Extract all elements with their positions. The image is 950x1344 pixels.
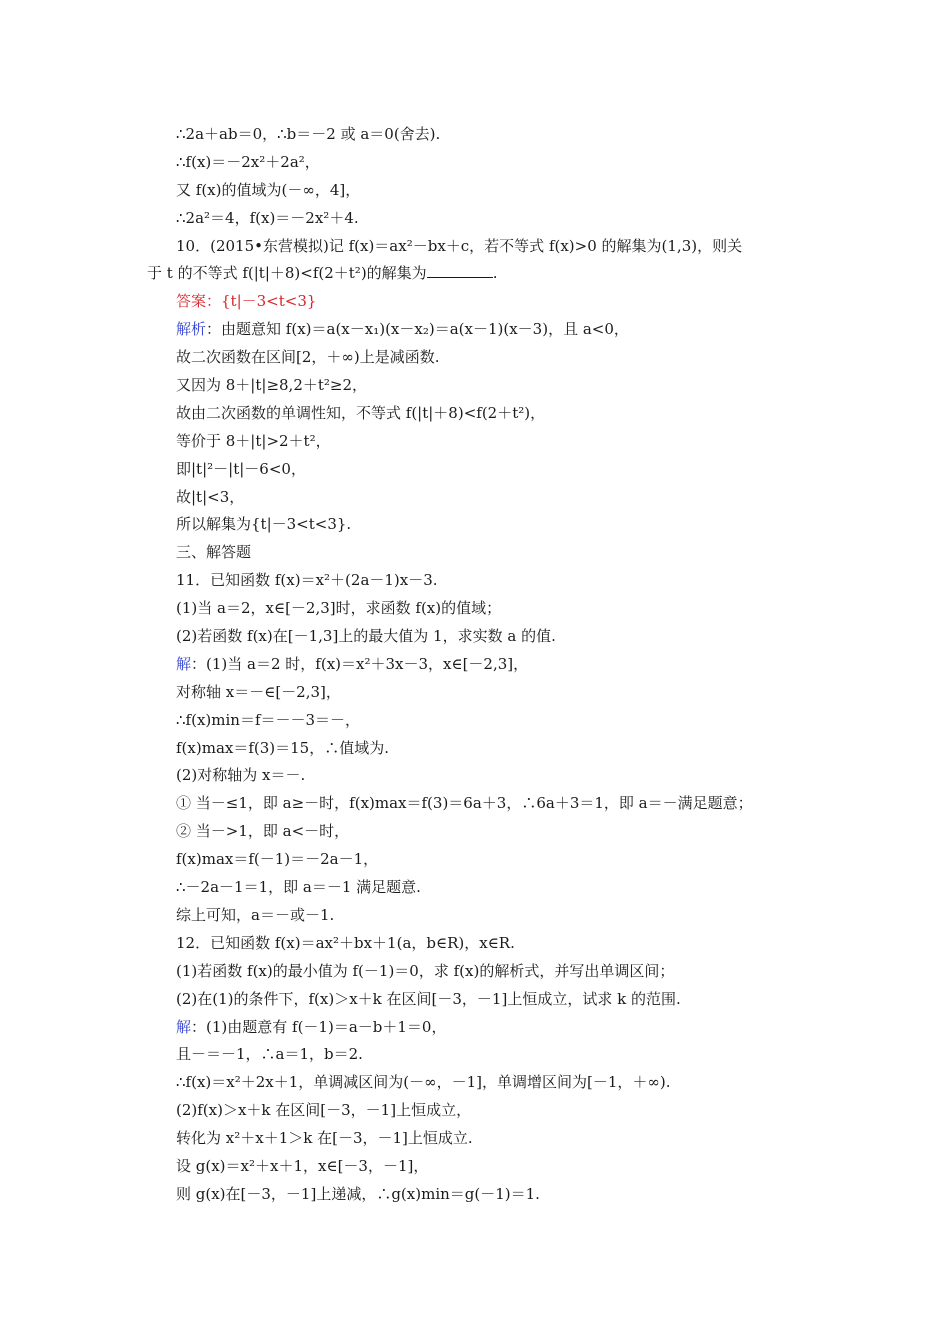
text-line xyxy=(147,874,807,902)
line-text: 转化为 x²＋x＋1＞k 在[－3，－1]上恒成立. xyxy=(176,1129,473,1148)
text-line xyxy=(147,1014,807,1042)
text-line xyxy=(147,651,807,679)
text-line xyxy=(147,288,807,316)
text-line xyxy=(147,484,807,512)
line-text: ∴f(x)min＝f＝－－3＝－， xyxy=(176,710,361,729)
text-line xyxy=(147,400,807,428)
line-text: 故由二次函数的单调性知，不等式 f(|t|＋8)<f(2＋t²)， xyxy=(176,403,546,422)
line-text: 10．(2015•东营模拟)记 f(x)＝ax²－bx＋c，若不等式 f(x)>0 的解集为(1,3)，则关 xyxy=(176,236,743,255)
text-line xyxy=(147,623,807,651)
answer-label: 答案： xyxy=(176,292,222,311)
text-line xyxy=(147,1069,807,1097)
line-text: 且－＝－1，∴a＝1，b＝2. xyxy=(176,1045,363,1064)
text-line xyxy=(147,344,807,372)
line-text: 则 g(x)在[－3，－1]上递减，∴g(x)min＝g(－1)＝1. xyxy=(176,1184,540,1203)
text-line xyxy=(147,1097,807,1125)
text-line xyxy=(147,735,807,763)
solution-label: 解 xyxy=(176,1017,192,1036)
line-text: (2)若函数 f(x)在[－1,3]上的最大值为 1，求实数 a 的值. xyxy=(176,627,556,646)
text-line xyxy=(147,177,807,205)
line-text-after: . xyxy=(492,264,498,283)
text-line xyxy=(147,428,807,456)
line-text: ∴－2a－1＝1，即 a＝－1 满足题意. xyxy=(176,878,421,897)
line-text: 即|t|²－|t|－6<0， xyxy=(176,459,306,478)
line-text: 等价于 8＋|t|>2＋t²， xyxy=(176,431,331,450)
line-text: ① 当－≤1，即 a≥－时，f(x)max＝f(3)＝6a＋3，∴6a＋3＝1，即 a＝－满足题意； xyxy=(176,794,753,813)
text-line xyxy=(147,316,807,344)
line-text: ∴2a²＝4，f(x)＝－2x²＋4. xyxy=(176,208,359,227)
text-line xyxy=(147,233,807,261)
text-line xyxy=(147,679,807,707)
line-text: 故|t|<3， xyxy=(176,487,245,506)
line-text: 对称轴 x＝－∈[－2,3]， xyxy=(176,682,341,701)
line-text: (2)f(x)＞x＋k 在区间[－3，－1]上恒成立， xyxy=(176,1101,472,1120)
text-line xyxy=(147,511,807,539)
line-text: {t|－3<t<3} xyxy=(221,292,317,311)
answer-blank xyxy=(427,263,493,278)
line-text: 三、解答题 xyxy=(176,543,252,562)
line-text: 12．已知函数 f(x)＝ax²＋bx＋1(a，b∈R)，x∈R. xyxy=(176,933,515,952)
solution-label: 解析 xyxy=(176,320,207,339)
line-text: 故二次函数在区间[2，＋∞)上是减函数. xyxy=(176,348,440,367)
text-line xyxy=(147,930,807,958)
text-line xyxy=(147,372,807,400)
text-line xyxy=(147,1181,807,1209)
line-text: 于 t 的不等式 f(|t|＋8)<f(2＋t²)的解集为 xyxy=(147,264,427,283)
line-text: 综上可知，a＝－或－1. xyxy=(176,905,335,924)
line-text: (1)当 a＝2，x∈[－2,3]时，求函数 f(x)的值域； xyxy=(176,599,502,618)
line-text: ∴f(x)＝－2x²＋2a²， xyxy=(176,152,320,171)
line-text: (2)对称轴为 x＝－. xyxy=(176,766,306,785)
line-text: ：由题意知 f(x)＝a(x－x₁)(x－x₂)＝a(x－1)(x－3)，且 a<0， xyxy=(206,320,629,339)
text-line xyxy=(147,986,807,1014)
line-text: 设 g(x)＝x²＋x＋1，x∈[－3，－1]， xyxy=(176,1156,429,1175)
text-line xyxy=(147,1125,807,1153)
line-text: ∴f(x)＝x²＋2x＋1，单调减区间为(－∞，－1]，单调增区间为[－1，＋∞). xyxy=(176,1073,671,1092)
line-text: f(x)max＝f(3)＝15，∴值域为. xyxy=(176,738,389,757)
text-line xyxy=(147,902,807,930)
text-line xyxy=(147,818,807,846)
line-text: f(x)max＝f(－1)＝－2a－1， xyxy=(176,850,379,869)
line-text: ：(1)当 a＝2 时，f(x)＝x²＋3x－3，x∈[－2,3]， xyxy=(191,654,529,673)
text-line xyxy=(147,539,807,567)
line-text: 11．已知函数 f(x)＝x²＋(2a－1)x－3. xyxy=(176,571,438,590)
text-line xyxy=(147,846,807,874)
line-text: (1)若函数 f(x)的最小值为 f(－1)＝0，求 f(x)的解析式，并写出单调区间； xyxy=(176,961,675,980)
document-body xyxy=(147,121,807,1209)
text-line xyxy=(147,456,807,484)
line-text: 所以解集为{t|－3<t<3}. xyxy=(176,515,352,534)
line-text: ② 当－>1，即 a<－时， xyxy=(176,822,350,841)
line-text: ：(1)由题意有 f(－1)＝a－b＋1＝0， xyxy=(191,1017,447,1036)
line-text: ∴2a＋ab＝0，∴b＝－2 或 a＝0(舍去). xyxy=(176,125,441,143)
text-line xyxy=(147,1041,807,1069)
line-text: (2)在(1)的条件下，f(x)＞x＋k 在区间[－3，－1]上恒成立，试求 k 的范围. xyxy=(176,989,681,1008)
text-line xyxy=(147,790,807,818)
text-line xyxy=(147,260,807,288)
text-line xyxy=(147,149,807,177)
line-text: 又 f(x)的值域为(－∞，4]， xyxy=(176,180,361,199)
solution-label: 解 xyxy=(176,654,192,673)
text-line xyxy=(147,205,807,233)
text-line xyxy=(147,121,807,149)
text-line xyxy=(147,958,807,986)
text-line xyxy=(147,762,807,790)
text-line xyxy=(147,1153,807,1181)
line-text: 又因为 8＋|t|≥8,2＋t²≥2， xyxy=(176,376,368,395)
text-line xyxy=(147,707,807,735)
text-line xyxy=(147,567,807,595)
text-line xyxy=(147,595,807,623)
